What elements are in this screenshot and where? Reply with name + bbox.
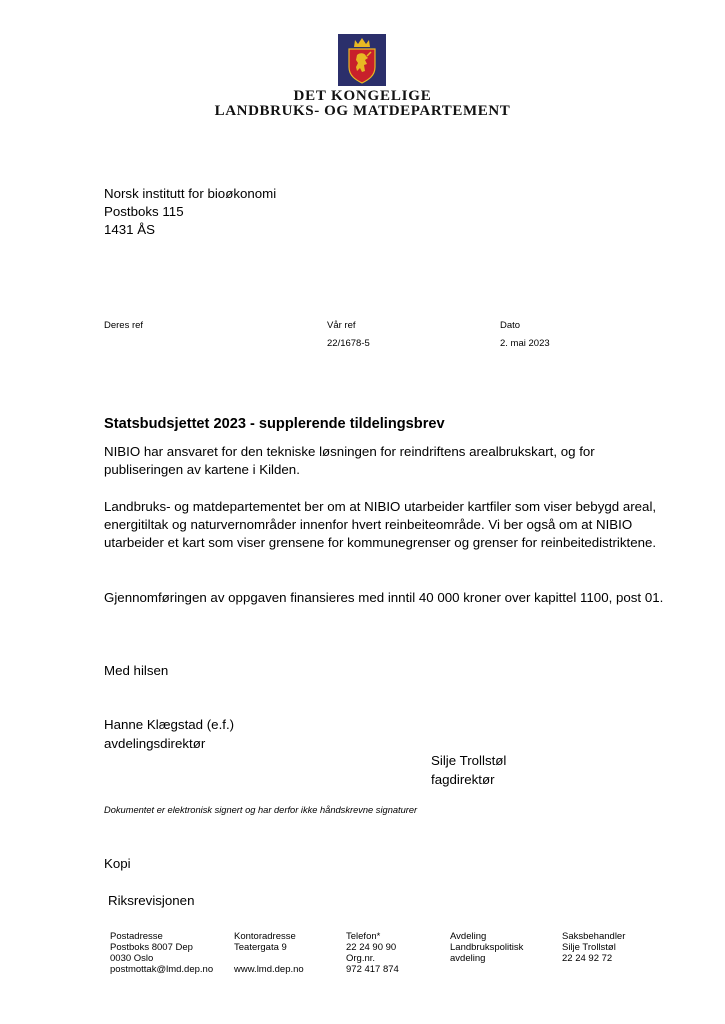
footer-email: postmottak@lmd.dep.no	[110, 964, 214, 975]
body-paragraph-3: Gjennomføringen av oppgaven finansieres med inntil 40 000 kroner over kapittel 1100, post 01.	[104, 590, 664, 605]
recipient-address	[104, 185, 276, 239]
signer2-name: Silje Trollstøl	[431, 753, 507, 768]
footer-case-officer	[562, 931, 625, 964]
footer-text: Landbrukspolitisk	[450, 942, 524, 953]
department-name-line1: DET KONGELIGE	[293, 88, 432, 104]
signer1-name: Hanne Klægstad (e.f.)	[104, 717, 235, 732]
var-ref-label: Vår ref	[327, 320, 356, 331]
footer-text: Postadresse	[110, 931, 163, 942]
signature-note: Dokumentet er elektronisk signert og har derfor ikke håndskrevne signaturer	[104, 805, 418, 815]
copy-label: Kopi	[104, 856, 131, 871]
letterhead	[200, 30, 525, 125]
recipient-address-line2: 1431 ÅS	[104, 222, 156, 237]
footer-text: 972 417 874	[346, 964, 399, 975]
signer1-title: avdelingsdirektør	[104, 736, 206, 751]
footer-text: Avdeling	[450, 931, 487, 942]
footer-text: Postboks 8007 Dep	[110, 942, 193, 953]
coat-of-arms-icon	[338, 34, 386, 86]
closing: Med hilsen	[104, 663, 169, 678]
footer-text: Kontoradresse	[234, 931, 296, 942]
footer-text	[234, 953, 304, 964]
footer-office-address	[234, 931, 304, 975]
footer-postal-address	[110, 931, 213, 975]
footer-department	[450, 931, 523, 964]
footer-text: Telefon*	[346, 931, 381, 942]
body-paragraph-2: Landbruks- og matdepartementet ber om at NIBIO utarbeider kartfiler som viser bebygd areal, energitiltak og naturvernområder innenfor hvert reinbeiteområde. Vi ber også om at NIBIO utarbeider et kart som viser grensene for kommunegrenser og grenser for reinbeitedistriktene.	[104, 499, 657, 550]
body-paragraph-1: NIBIO har ansvaret for den tekniske løsningen for reindriftens arealbrukskart, og for publiseringen av kartene i Kilden.	[104, 444, 595, 477]
footer-text: Org.nr.	[346, 953, 376, 964]
footer-text: Saksbehandler	[562, 931, 626, 942]
footer-phone-org	[346, 931, 399, 975]
copy-recipient: Riksrevisjonen	[108, 893, 195, 908]
deres-ref-label: Deres ref	[104, 320, 144, 331]
footer-website: www.lmd.dep.no	[234, 964, 304, 975]
recipient-name: Norsk institutt for bioøkonomi	[104, 186, 277, 201]
footer-text: Silje Trollstøl	[562, 942, 616, 953]
dato-label: Dato	[500, 320, 521, 331]
footer-text: Teatergata 9	[234, 942, 287, 953]
var-ref-value: 22/1678-5	[327, 338, 370, 349]
recipient-address-line1: Postboks 115	[104, 204, 184, 219]
signer2-title: fagdirektør	[431, 772, 495, 787]
dato-value: 2. mai 2023	[500, 338, 550, 349]
footer-text: 22 24 92 72	[562, 953, 613, 964]
department-name-line2: LANDBRUKS- OG MATDEPARTEMENT	[214, 103, 511, 119]
letter-title: Statsbudsjettet 2023 - supplerende tildelingsbrev	[104, 416, 445, 432]
footer-text: avdeling	[450, 953, 486, 964]
footer-text: 22 24 90 90	[346, 942, 397, 953]
footer-text: 0030 Oslo	[110, 953, 154, 964]
